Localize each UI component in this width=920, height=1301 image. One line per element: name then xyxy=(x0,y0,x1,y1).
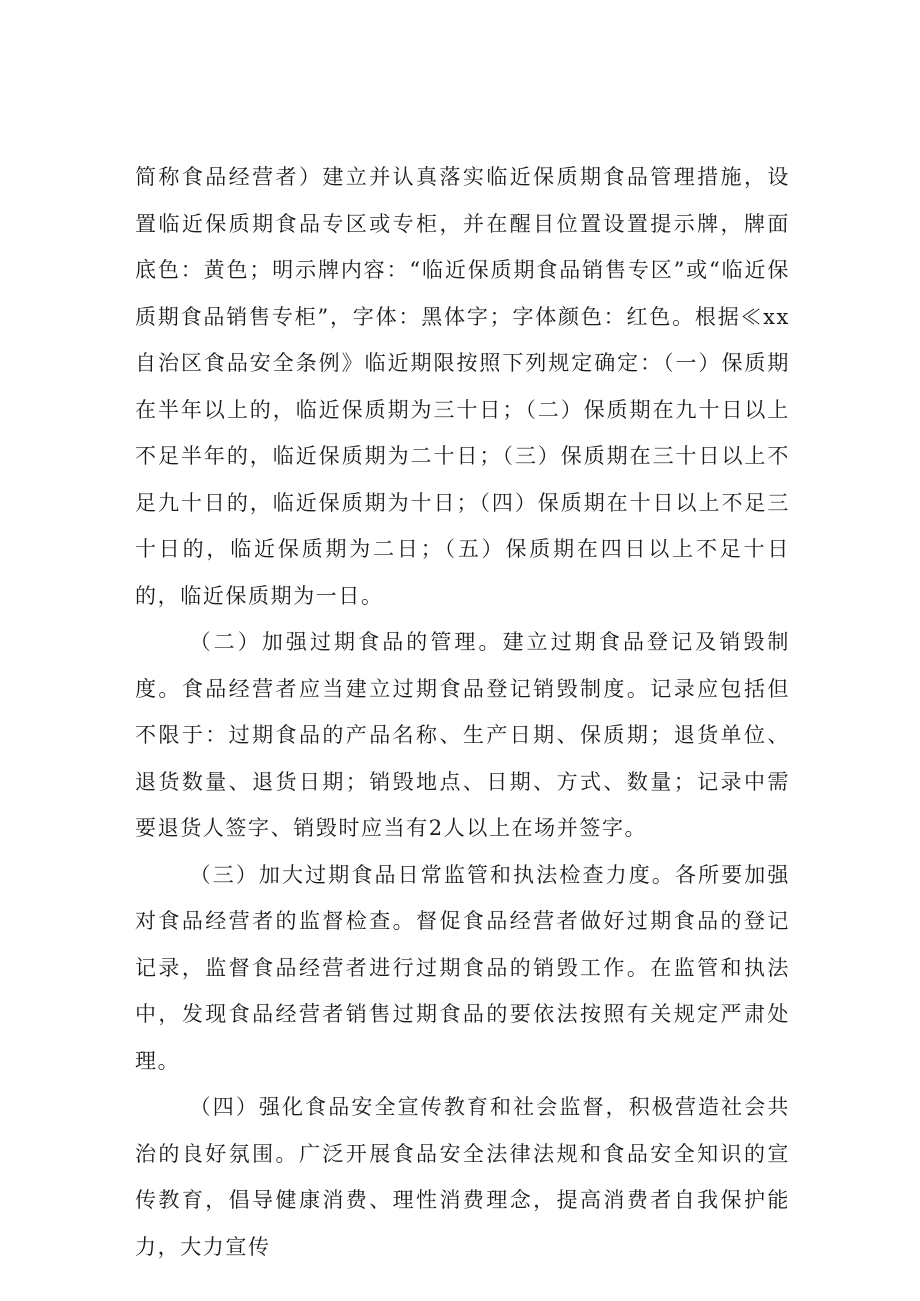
document-body xyxy=(135,154,790,1270)
paragraph-expired-food-management: （二）加强过期食品的管理。建立过期食品登记及销毁制度。食品经营者应当建立过期食品登记销毁制度。记录应包括但不限于：过期食品的产品名称、生产日期、保质期；退货单位、退货数量、退货日期；销毁地点、日期、方式、数量；记录中需要退货人签字、销毁时应当有2人以上在场并签字。 xyxy=(135,630,790,840)
paragraph-continuation: 简称食品经营者）建立并认真落实临近保质期食品管理措施，设置临近保质期食品专区或专柜，并在醒目位置设置提示牌，牌面底色：黄色；明示牌内容：“临近保质期食品销售专区”或“临近保质期食品销售专柜”，字体：黑体字；字体颜色：红色。根据≪xx自治区食品安全条例》临近期限按照下列规定确定：（一）保质期在半年以上的，临近保质期为三十日；（二）保质期在九十日以上不足半年的，临近保质期为二十日；（三）保质期在三十日以上不足九十日的，临近保质期为十日；（四）保质期在十日以上不足三十日的，临近保质期为二日；（五）保质期在四日以上不足十日的，临近保质期为一日。 xyxy=(135,165,790,608)
paragraph-supervision-inspection: （三）加大过期食品日常监管和执法检查力度。各所要加强对食品经营者的监督检查。督促食品经营者做好过期食品的登记记录，监督食品经营者进行过期食品的销毁工作。在监管和执法中，发现食品经营者销售过期食品的要依法按照有关规定严肃处理。 xyxy=(135,862,790,1073)
paragraph-safety-education: （四）强化食品安全宣传教育和社会监督，积极营造社会共治的良好氛围。广泛开展食品安全法律法规和食品安全知识的宣传教育，倡导健康消费、理性消费理念，提高消费者自我保护能力，大力宣传 xyxy=(135,1095,790,1259)
